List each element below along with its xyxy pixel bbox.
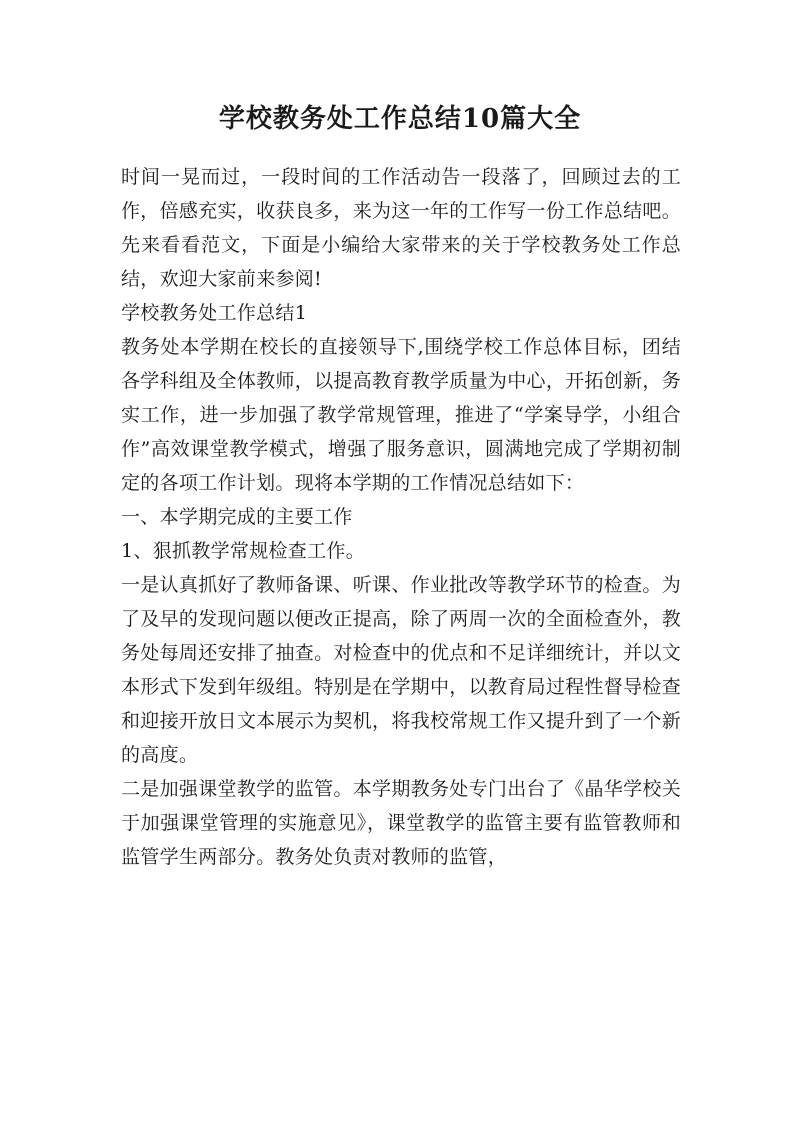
- subsection-heading-routine-check: 1、狠抓教学常规检查工作。: [121, 540, 365, 562]
- classroom-supervision-paragraph: 二是加强课堂教学的监管。本学期教务处专门出台了《晶华学校关于加强课堂管理的实施意见》，课堂教学的监管主要有监管教师和监管学生两部分。教务处负责对教师的监管，: [121, 778, 681, 868]
- document-title: 学校教务处工作总结10篇大全: [218, 104, 582, 134]
- routine-check-paragraph: 一是认真抓好了教师备课、听课、作业批改等教学环节的检查。为了及早的发现问题以便改正提高，除了两周一次的全面检查外，教务处每周还安排了抽查。对检查中的优点和不足详细统计，并以文本形式下发到年级组。特别是在学期中，以教育局过程性督导检查和迎接开放日文本展示为契机，将我校常规工作又提升到了一个新的高度。: [121, 574, 681, 766]
- document-body: [121, 160, 681, 874]
- summary-paragraph: 教务处本学期在校长的直接领导下,围绕学校工作总体目标，团结各学科组及全体教师，以提高教育教学质量为中心，开拓创新，务实工作，进一步加强了教学常规管理，推进了“学案导学，小组合作”高效课堂教学模式，增强了服务意识，圆满地完成了学期初制定的各项工作计划。现将本学期的工作情况总结如下：: [121, 336, 681, 494]
- section-heading-main-work: 一、本学期完成的主要工作: [121, 506, 353, 528]
- section-heading-summary-1: 学校教务处工作总结1: [121, 302, 308, 324]
- intro-paragraph: 时间一晃而过，一段时间的工作活动告一段落了，回顾过去的工作，倍感充实，收获良多，来为这一年的工作写一份工作总结吧。先来看看范文，下面是小编给大家带来的关于学校教务处工作总结，欢迎大家前来参阅!: [121, 166, 681, 290]
